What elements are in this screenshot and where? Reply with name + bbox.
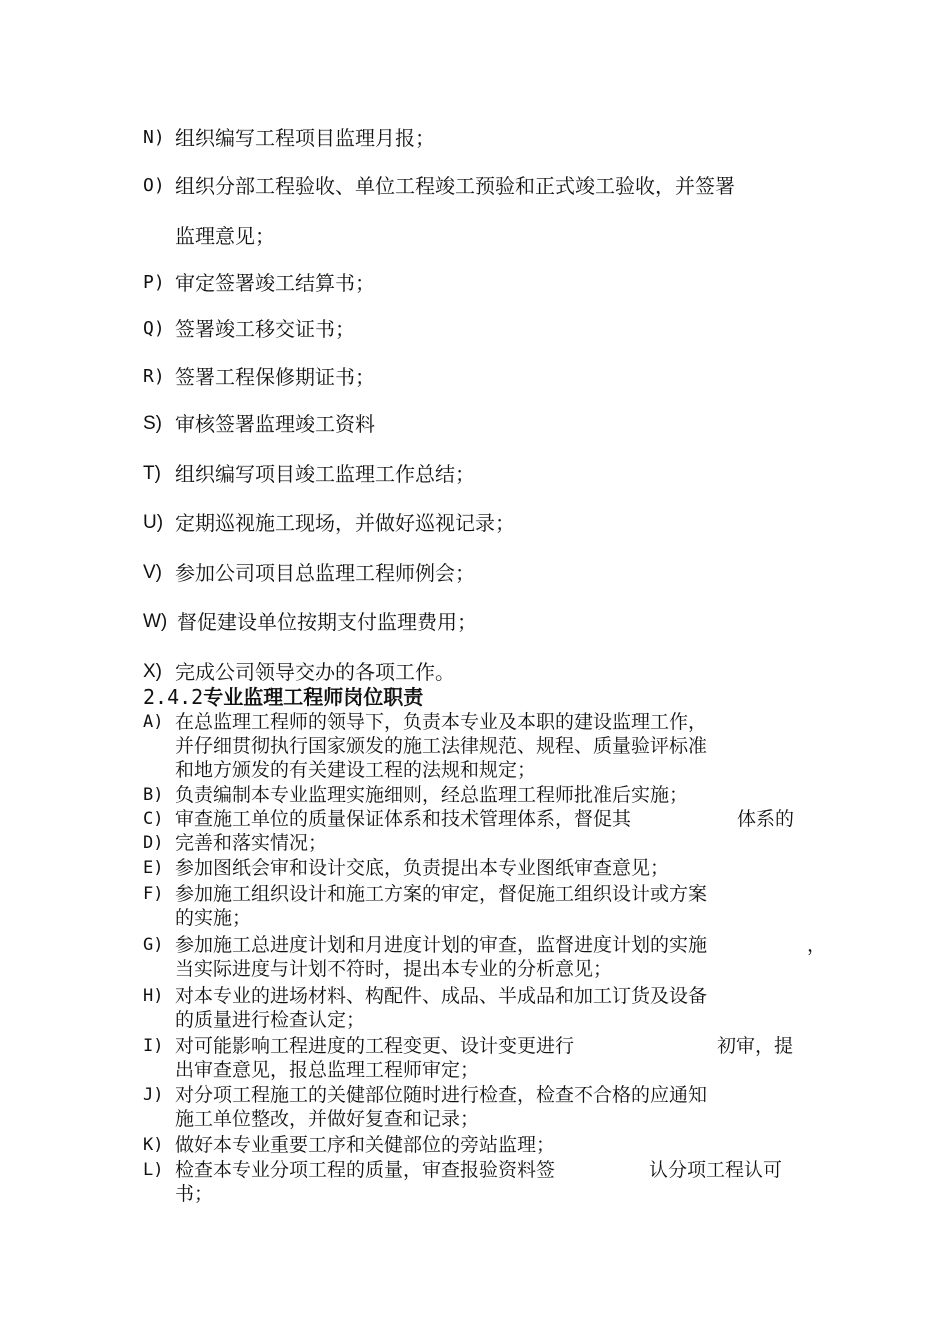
item-label: N)	[143, 127, 165, 148]
duty-label: A)	[143, 712, 164, 732]
section-title: 专业监理工程师岗位职责	[203, 685, 424, 709]
duty-label: L)	[143, 1160, 164, 1180]
duty-label: E)	[143, 858, 164, 878]
duty-text: 在总监理工程师的领导下，负责本专业及本职的建设监理工作，	[175, 711, 708, 733]
item-label: W)	[143, 611, 168, 632]
item-label: U)	[143, 512, 164, 533]
duty-text: 负责编制本专业监理实施细则，经总监理工程师批准后实施；	[175, 784, 689, 806]
item-text: 审定签署竣工结算书；	[175, 271, 375, 295]
duty-text: 参加施工总进度计划和月进度计划的审查，监督进度计划的实施	[175, 934, 708, 956]
item-text: 组织分部工程验收、单位工程竣工预验和正式竣工验收，并签署	[175, 174, 735, 198]
duty-text: 和地方颁发的有关建设工程的法规和规定；	[175, 759, 537, 781]
duty-text: 并仔细贯彻执行国家颁发的施工法律规范、规程、质量验评标准	[175, 735, 708, 757]
item-text: 参加公司项目总监理工程师例会；	[175, 561, 475, 585]
duty-text: 做好本专业重要工序和关健部位的旁站监理；	[175, 1134, 556, 1156]
duty-label: I)	[143, 1036, 164, 1056]
duty-text: 对可能影响工程进度的工程变更、设计变更进行	[175, 1035, 575, 1057]
duty-text: 检查本专业分项工程的质量，审查报验资料签	[175, 1159, 556, 1181]
item-text-continued: 监理意见；	[175, 224, 275, 248]
duty-text: 书；	[175, 1183, 214, 1205]
item-label: O)	[143, 175, 165, 196]
item-label: X)	[143, 661, 162, 682]
item-label: T)	[143, 463, 161, 484]
item-text: 签署工程保修期证书；	[175, 365, 375, 389]
duty-label: K)	[143, 1135, 164, 1155]
duty-text: 出审查意见，报总监理工程师审定；	[175, 1059, 480, 1081]
item-label: Q)	[143, 318, 165, 339]
item-label: R)	[143, 366, 165, 387]
duty-text: 施工单位整改，并做好复查和记录；	[175, 1108, 480, 1130]
item-text: 组织编写项目竣工监理工作总结；	[175, 462, 475, 486]
duty-text: 当实际进度与计划不符时，提出本专业的分析意见；	[175, 958, 613, 980]
duty-text: 的质量进行检查认定；	[175, 1009, 366, 1031]
duty-label: G)	[143, 935, 164, 955]
duty-label: D)	[143, 833, 164, 853]
item-text: 审核签署监理竣工资料	[175, 412, 375, 436]
item-text: 组织编写工程项目监理月报；	[175, 126, 435, 150]
duty-label: H)	[143, 986, 164, 1006]
duty-text: 对本专业的进场材料、构配件、成品、半成品和加工订货及设备	[175, 985, 708, 1007]
duty-label: C)	[143, 809, 164, 829]
item-label: S)	[143, 413, 162, 434]
section-heading	[143, 686, 423, 708]
duty-text: 参加施工组织设计和施工方案的审定，督促施工组织设计或方案	[175, 883, 708, 905]
duty-text-tail: 初审，提	[717, 1035, 794, 1057]
item-text: 签署竣工移交证书；	[175, 317, 355, 341]
duty-text-tail: 体系的	[737, 808, 795, 830]
item-text: 完成公司领导交办的各项工作。	[175, 660, 455, 684]
duty-label: F)	[143, 884, 164, 904]
duty-label: J)	[143, 1085, 164, 1105]
duty-text-tail: ，	[807, 934, 827, 956]
duty-text: 的实施；	[175, 907, 252, 929]
duty-text: 参加图纸会审和设计交底，负责提出本专业图纸审查意见；	[175, 857, 670, 879]
duty-text: 对分项工程施工的关健部位随时进行检查，检查不合格的应通知	[175, 1084, 708, 1106]
item-text: 定期巡视施工现场，并做好巡视记录；	[175, 511, 515, 535]
item-text: 督促建设单位按期支付监理费用；	[177, 610, 477, 634]
duty-label: B)	[143, 785, 164, 805]
section-number: 2.4.2	[143, 685, 204, 709]
duty-text: 审查施工单位的质量保证体系和技术管理体系，督促其	[175, 808, 632, 830]
item-label: P)	[143, 272, 165, 293]
duty-text-tail: 认分项工程认可	[649, 1159, 783, 1181]
item-label: V)	[143, 562, 162, 583]
duty-text: 完善和落实情况；	[175, 832, 328, 854]
